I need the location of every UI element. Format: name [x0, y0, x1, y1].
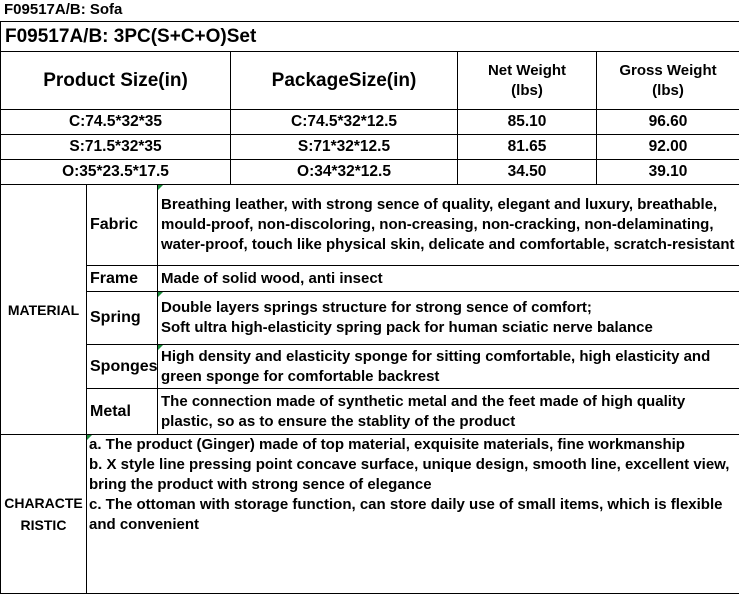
sheet-caption: F09517A/B: Sofa [4, 1, 123, 18]
table-row [1, 160, 739, 185]
characteristic-line-b: b. X style line pressing point concave surface, unique design, smooth line, excellent view, bring the product with strong sence of elegance [89, 456, 730, 493]
material-row-metal [1, 389, 739, 435]
material-name-frame: Frame [87, 266, 158, 292]
material-row-spring [1, 292, 739, 345]
header-gross-weight [597, 52, 739, 110]
material-name-metal: Metal [87, 389, 158, 435]
characteristic-line-a: a. The product (Ginger) made of top material, exquisite materials, fine workmanship [89, 436, 685, 453]
spring-line-2: Soft ultra high-elasticity spring pack for human sciatic nerve balance [161, 319, 653, 336]
material-name-spring: Spring [87, 292, 158, 345]
set-title: F09517A/B: 3PC(S+C+O)Set [1, 22, 739, 52]
gross-weight-unit: (lbs) [652, 81, 684, 99]
characteristic-label [1, 435, 87, 594]
table-row [1, 110, 739, 135]
characteristic-row [1, 435, 739, 594]
set-title-row [1, 22, 739, 52]
package-size-cell: O:34*32*12.5 [231, 160, 458, 185]
product-size-cell: C:74.5*32*35 [1, 110, 231, 135]
package-size-cell: C:74.5*32*12.5 [231, 110, 458, 135]
material-row-frame [1, 266, 739, 292]
spring-line-1: Double layers springs structure for strong sence of comfort; [161, 299, 592, 316]
material-name-sponges: Sponges [87, 345, 158, 389]
gross-weight-cell: 92.00 [597, 135, 739, 160]
material-row-sponges [1, 345, 739, 389]
header-row [1, 52, 739, 110]
material-row-fabric [1, 185, 739, 266]
table-row [1, 135, 739, 160]
product-size-cell: O:35*23.5*17.5 [1, 160, 231, 185]
net-weight-unit: (lbs) [511, 81, 543, 99]
spec-table [0, 21, 739, 594]
material-desc-frame: Made of solid wood, anti insect [158, 266, 739, 292]
material-desc-fabric: Breathing leather, with strong sence of quality, elegant and luxury, breathable, mould-proof, non-discoloring, non-creasing, non-cracking, non-delaminating, water-proof, touch like physical skin, delicate and comfortable, scratch-resistant [158, 185, 739, 266]
gross-weight-cell: 96.60 [597, 110, 739, 135]
gross-weight-cell: 39.10 [597, 160, 739, 185]
net-weight-cell: 85.10 [458, 110, 597, 135]
header-package-size: PackageSize(in) [231, 52, 458, 110]
material-name-fabric: Fabric [87, 185, 158, 266]
material-desc-metal: The connection made of synthetic metal and the feet made of high quality plastic, so as to ensure the stablity of the product [158, 389, 739, 435]
product-size-cell: S:71.5*32*35 [1, 135, 231, 160]
material-label: MATERIAL [1, 185, 87, 435]
characteristic-line-c: c. The ottoman with storage function, can store daily use of small items, which is flexible and convenient [89, 496, 723, 533]
material-desc-sponges: High density and elasticity sponge for sitting comfortable, high elasticity and green sponge for comfortable backrest [158, 345, 739, 389]
package-size-cell: S:71*32*12.5 [231, 135, 458, 160]
net-weight-cell: 81.65 [458, 135, 597, 160]
net-weight-cell: 34.50 [458, 160, 597, 185]
characteristic-label-line-1: CHARACTE [4, 495, 83, 511]
material-desc-spring [158, 292, 739, 345]
header-product-size: Product Size(in) [1, 52, 231, 110]
characteristic-text [87, 435, 739, 594]
header-net-weight [458, 52, 597, 110]
gross-weight-label: Gross Weight [619, 61, 717, 79]
characteristic-label-line-2: RISTIC [20, 517, 67, 533]
net-weight-label: Net Weight [487, 61, 567, 79]
